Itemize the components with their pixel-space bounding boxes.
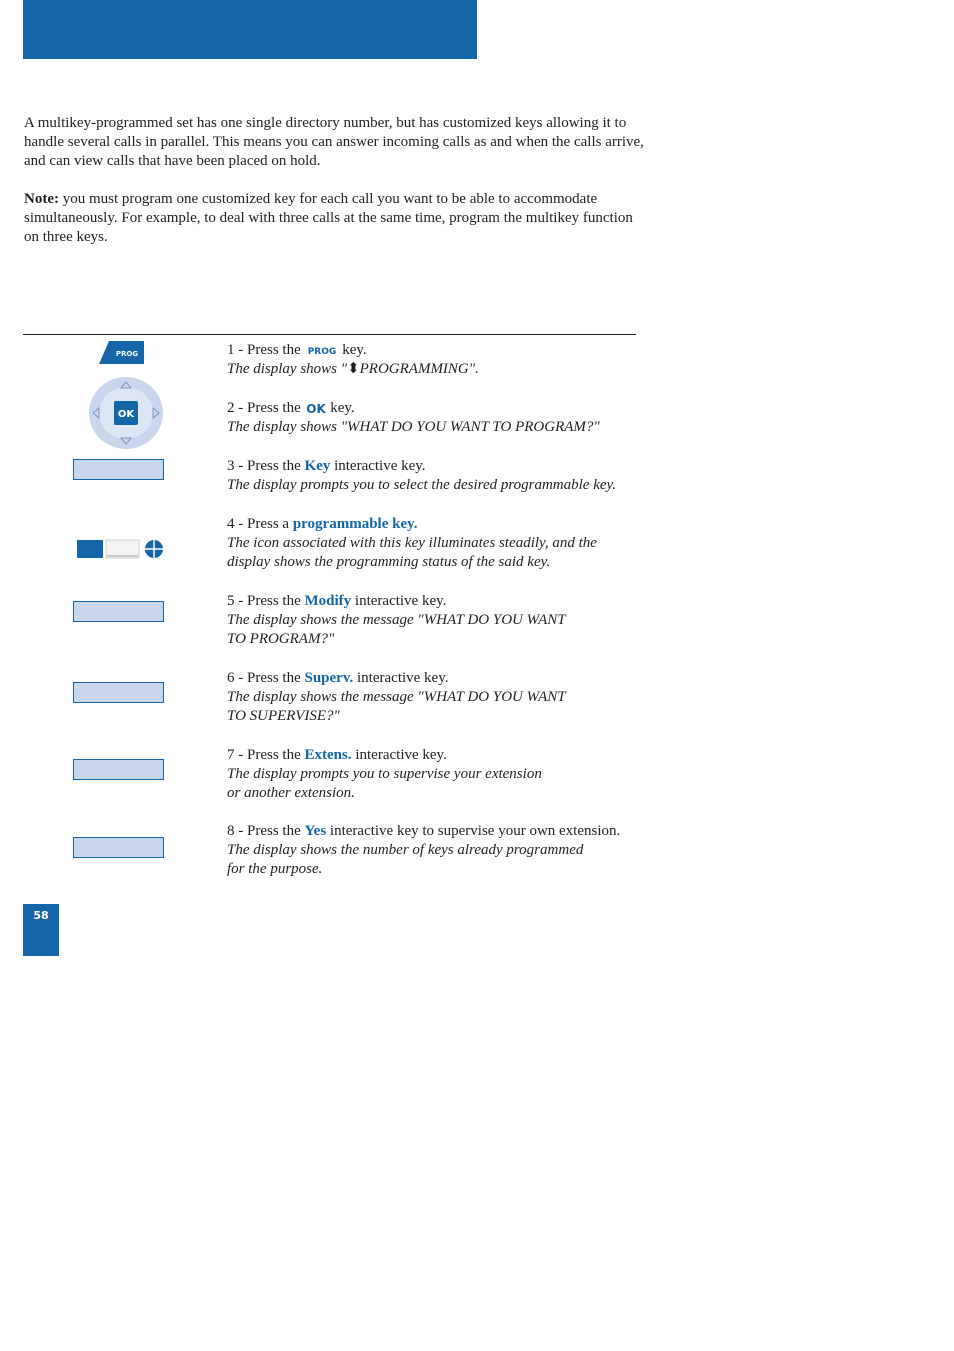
svg-text:PROG: PROG <box>115 350 139 358</box>
step-8 <box>227 822 647 879</box>
note-label: Note: <box>24 191 59 207</box>
intro-paragraph: A multikey-programmed set has one single directory number, but has customized keys allowing it to handle several calls in parallel. This means you can answer incoming calls as and when the calls arrive, and can view calls that have been placed on hold. <box>24 115 644 169</box>
section-divider <box>23 334 636 335</box>
softkey-modify[interactable] <box>73 601 164 622</box>
step-text: 8 - Press the <box>227 823 305 839</box>
step-text: interactive key. <box>330 458 426 474</box>
step-keyword: Extens. <box>304 747 352 763</box>
step-keyword: programmable key. <box>292 516 418 532</box>
step-text: interactive key. <box>353 670 449 686</box>
step-instruction <box>227 457 647 476</box>
step-description: for the purpose. <box>227 861 323 877</box>
step-instruction <box>227 746 647 765</box>
step-description: The display shows the message "WHAT DO YOU WANT <box>227 612 566 628</box>
step-description: The display shows the message "WHAT DO YOU WANT <box>227 689 566 705</box>
step-5 <box>227 592 647 649</box>
step-description: The display shows "WHAT DO YOU WANT TO PROGRAM?" <box>227 419 600 435</box>
softkey-extens[interactable] <box>73 759 164 780</box>
step-description: The display prompts you to select the desired programmable key. <box>227 477 617 493</box>
step-keyword: Superv. <box>304 670 354 686</box>
step-1 <box>227 341 647 379</box>
softkey-superv[interactable] <box>73 682 164 703</box>
note-paragraph <box>24 190 644 247</box>
step-description: The display prompts you to supervise your extension <box>227 766 542 782</box>
step-description: The display shows the number of keys already programmed <box>227 842 584 858</box>
intro-section <box>24 114 644 247</box>
step-keyword: Key <box>304 458 331 474</box>
step-text: 5 - Press the <box>227 593 305 609</box>
page-number-tab <box>23 904 59 956</box>
svg-text:OK: OK <box>117 409 135 420</box>
step-description: The icon associated with this key illuminates steadily, and the <box>227 535 597 551</box>
header-bar <box>23 0 477 59</box>
step-description: display shows the programming status of the said key. <box>227 554 551 570</box>
step-instruction <box>227 592 647 611</box>
step-text: interactive key. <box>351 593 447 609</box>
step-text: 6 - Press the <box>227 670 305 686</box>
prog-key-icon[interactable] <box>99 341 144 364</box>
step-instruction <box>227 515 647 534</box>
step-6 <box>227 669 647 726</box>
prog-key-inline-icon <box>305 345 339 356</box>
step-instruction <box>227 399 647 418</box>
step-text: key. <box>338 342 367 358</box>
step-text: 3 - Press the <box>227 458 305 474</box>
step-instruction <box>227 341 647 360</box>
step-text: interactive key. <box>351 747 447 763</box>
step-7 <box>227 746 647 803</box>
step-keyword: Yes <box>304 823 327 839</box>
softkey-yes[interactable] <box>73 837 164 858</box>
step-text: 1 - Press the <box>227 342 305 358</box>
step-instruction <box>227 669 647 688</box>
step-text: key. <box>326 400 355 416</box>
step-3 <box>227 457 647 495</box>
step-description: TO PROGRAM?" <box>227 631 335 647</box>
navigation-pad-icon[interactable] <box>87 375 165 451</box>
softkey-key[interactable] <box>73 459 164 480</box>
step-text: 2 - Press the <box>227 400 305 416</box>
svg-text:PROG: PROG <box>307 347 336 356</box>
note-text: you must program one customized key for each call you want to be able to accommodate simultaneously. For example, to deal with three calls at the same time, program the multikey function on three keys. <box>24 191 633 245</box>
programmable-key-icon[interactable] <box>77 539 165 560</box>
page-number: 58 <box>33 909 49 922</box>
step-text: 7 - Press the <box>227 747 305 763</box>
step-text: interactive key to supervise your own extension. <box>326 823 621 839</box>
step-description: or another extension. <box>227 785 355 801</box>
step-text: 4 - Press a <box>227 516 293 532</box>
step-description: TO SUPERVISE?" <box>227 708 340 724</box>
step-keyword: Modify <box>304 593 352 609</box>
ok-key-inline-icon <box>305 402 327 414</box>
step-instruction <box>227 822 647 841</box>
svg-text:OK: OK <box>305 402 326 414</box>
step-4 <box>227 515 647 572</box>
step-2 <box>227 399 647 437</box>
step-description: The display shows "⬍PROGRAMMING". <box>227 361 479 377</box>
